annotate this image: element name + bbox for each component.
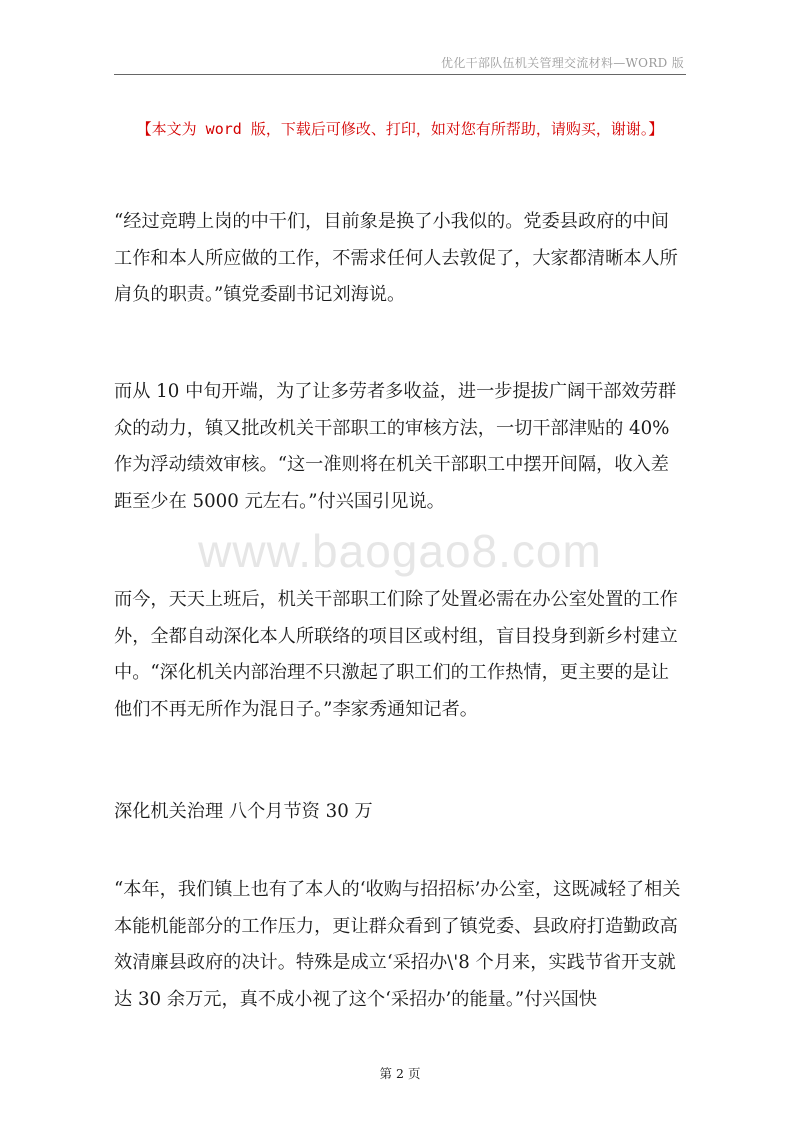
body-paragraph-3: 而今，天天上班后，机关干部职工们除了处置必需在办公室处置的工作外，全都自动深化本人所联络的项目区或村组，盲目投身到新乡村建立中。“深化机关内部治理不只激起了职工们的工作热情，更主要的是让他们不再无所作为混日子。”李家秀通知记者。: [114, 589, 678, 720]
body-paragraph-2: 而从 10 中旬开端，为了让多劳者多收益，进一步提拔广阔干部效劳群众的动力，镇又批改机关干部职工的审核方法，一切干部津贴的 40%作为浮动绩效审核。“这一准则将在机关干部职工中摆开间隔，收入差距至少在 5000 元左右。”付兴国引见说。: [114, 381, 677, 512]
purchase-notice: 【本文为 word 版，下载后可修改、打印，如对您有所帮助，请购买，谢谢。】: [136, 120, 664, 138]
body-paragraph-4: “本年，我们镇上也有了本人的‘收购与招招标’办公室，这既减轻了相关本能机能部分的工作压力，更让群众看到了镇党委、县政府打造勤政高效清廉县政府的决计。特殊是成立‘采招办\'8 个月来，实践节省开支就达 30 余万元，真不成小视了这个‘采招办’的能量。”付兴国快: [114, 879, 681, 1010]
body-paragraph-1: “经过竞聘上岗的中干们，目前象是换了小我似的。党委县政府的中间工作和本人所应做的工作，不需求任何人去敦促了，大家都清晰本人所肩负的职责。”镇党委副书记刘海说。: [114, 211, 678, 305]
section-heading: 深化机关治理 八个月节资 30 万: [114, 801, 373, 822]
page-header-title: 优化干部队伍机关管理交流材料—WORD 版: [441, 56, 684, 70]
header-divider: [114, 74, 686, 75]
page-number: 第 2 页: [379, 1066, 421, 1081]
watermark-text: www.baogao8.com: [198, 525, 602, 577]
